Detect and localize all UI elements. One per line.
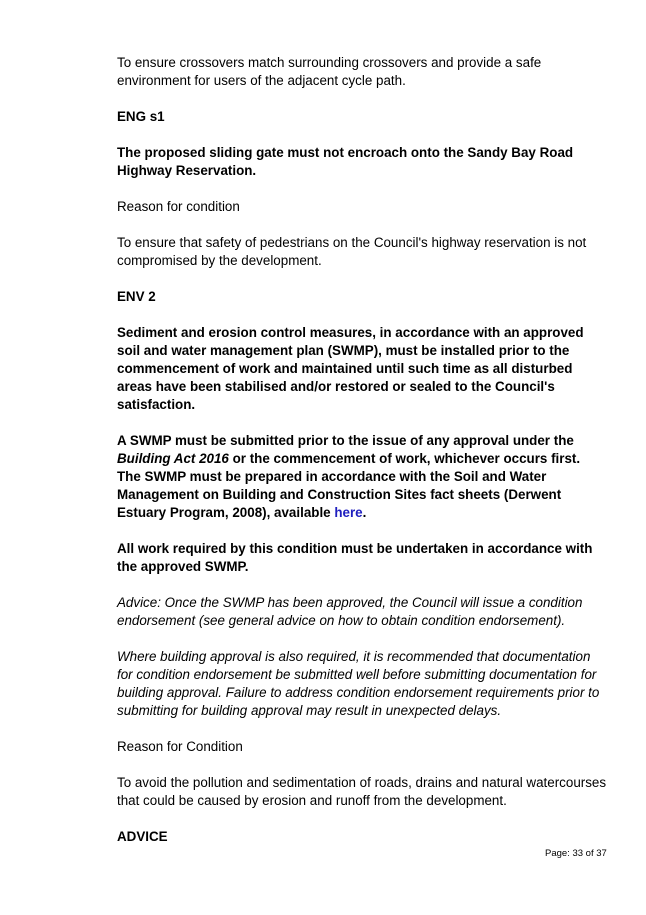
eng-s1-heading: ENG s1 (117, 109, 165, 124)
swmp-end: . (362, 505, 367, 520)
all-work-condition: All work required by this condition must be undertaken in accordance with the approved SWMP. (117, 541, 593, 574)
eng-s1-condition: The proposed sliding gate must not encroach onto the Sandy Bay Road Highway Reservation. (117, 145, 574, 178)
advice-heading: ADVICE (117, 829, 168, 844)
reason-label-2: Reason for Condition (117, 739, 243, 754)
advice-building-approval: Where building approval is also required, it is recommended that documentation for condition endorsement be submitted well before submitting documentation for building approval. Failure to address condition endorsement requirements prior to submitting for building approval may result in unexpected delays. (117, 649, 600, 718)
env2-condition: Sediment and erosion control measures, in accordance with an approved soil and water management plan (SWMP), must be installed prior to the commencement of work and maintained until such time as all disturbed areas have been stabilised and/or restored or sealed to the Council's satisfaction. (117, 325, 584, 412)
building-act-title: Building Act 2016 (117, 451, 229, 466)
page-number: Page: 33 of 37 (545, 848, 607, 859)
swmp-requirement (117, 432, 607, 522)
reason-label-1: Reason for condition (117, 199, 240, 214)
advice-endorsement: Advice: Once the SWMP has been approved, the Council will issue a condition endorsement (see general advice on how to obtain condition endorsement). (117, 595, 583, 628)
reason-text-1: To ensure that safety of pedestrians on the Council's highway reservation is not compromised by the development. (117, 235, 587, 268)
swmp-part1: A SWMP must be submitted prior to the issue of any approval under the (117, 433, 574, 448)
env2-heading: ENV 2 (117, 289, 156, 304)
here-link[interactable]: here (334, 505, 363, 520)
crossover-reason-text: To ensure crossovers match surrounding crossovers and provide a safe environment for users of the adjacent cycle path. (117, 55, 542, 88)
document-body (117, 54, 607, 864)
reason-text-2: To avoid the pollution and sedimentation of roads, drains and natural watercourses that could be caused by erosion and runoff from the development. (117, 775, 607, 808)
swmp-part2: or the commencement of work, whichever occurs first. The SWMP must be prepared in accordance with the Soil and Water Management on Building and Construction Sites fact sheets (Derwent Estuary Program, 2008), available (117, 451, 581, 520)
